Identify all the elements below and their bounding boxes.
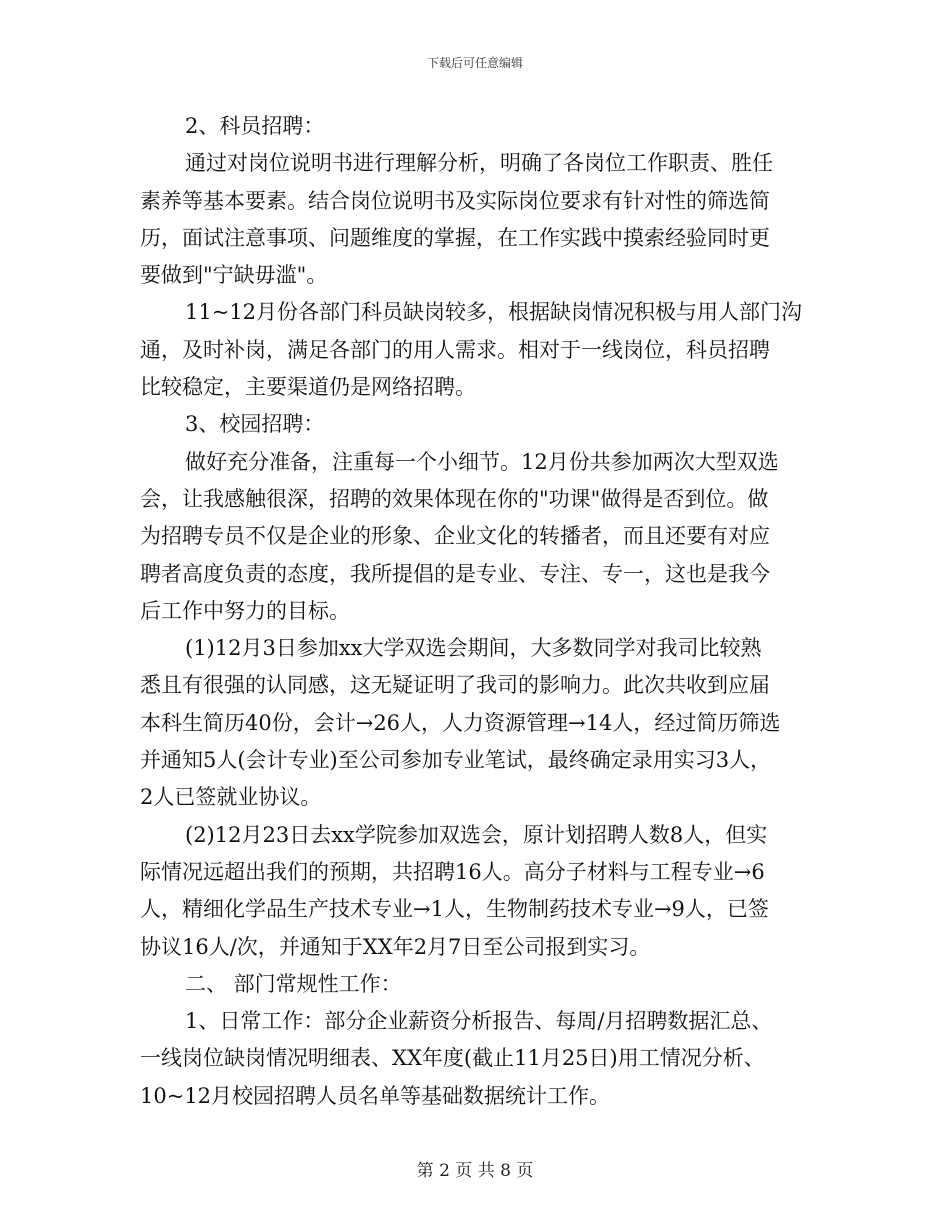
text-line: 比较稳定，主要渠道仍是网络招聘。	[140, 375, 476, 400]
text-line: 要做到"宁缺毋滥"。	[140, 263, 328, 288]
text-line: 聘者高度负责的态度，我所提倡的是专业、专注、专一，这也是我今	[140, 561, 770, 586]
text-line: 会，让我感触很深，招聘的效果体现在你的"功课"做得是否到位。做	[140, 486, 769, 511]
text-line: (1)12月3日参加xx大学双选会期间，大多数同学对我司比较熟	[185, 636, 762, 661]
text-line: (2)12月23日去xx学院参加双选会，原计划招聘人数8人，但实	[185, 822, 768, 847]
text-line: 1、日常工作：部分企业薪资分析报告、每周/月招聘数据汇总、	[185, 1009, 773, 1034]
text-line: 通，及时补岗，满足各部门的用人需求。相对于一线岗位，科员招聘	[140, 337, 770, 362]
text-line: 际情况远超出我们的预期，共招聘16人。高分子材料与工程专业→6	[140, 859, 765, 884]
page-number-footer: 第 2 页 共 8 页	[416, 1161, 534, 1181]
text-line: 2人已签就业协议。	[140, 785, 322, 810]
text-line: 后工作中努力的目标。	[140, 598, 350, 623]
text-line: 3、校园招聘：	[185, 412, 325, 437]
text-line: 悉且有很强的认同感，这无疑证明了我司的影响力。此次共收到应届	[140, 673, 770, 698]
text-line: 历，面试注意事项、问题维度的掌握，在工作实践中摸索经验同时更	[140, 225, 770, 250]
text-line: 协议16人/次，并通知于XX年2月7日至公司报到实习。	[140, 934, 651, 959]
text-line: 二、 部门常规性工作：	[185, 971, 402, 996]
page-header-note: 下载后可任意编辑	[426, 56, 523, 70]
text-line: 通过对岗位说明书进行理解分析，明确了各岗位工作职责、胜任	[185, 151, 773, 176]
text-line: 人，精细化学品生产技术专业→1人，生物制药技术专业→9人，已签	[140, 897, 769, 922]
text-line: 2、科员招聘：	[185, 114, 325, 138]
text-line: 10~12月校园招聘人员名单等基础数据统计工作。	[140, 1083, 611, 1108]
text-line: 11~12月份各部门科员缺岗较多，根据缺岗情况积极与用人部门沟	[185, 300, 803, 325]
text-line: 做好充分准备，注重每一个小细节。12月份共参加两次大型双选	[185, 449, 779, 474]
text-line: 并通知5人(会计专业)至公司参加专业笔试，最终确定录用实习3人，	[140, 748, 772, 773]
text-line: 素养等基本要素。结合岗位说明书及实际岗位要求有针对性的筛选简	[140, 188, 770, 213]
document-body	[140, 108, 820, 1115]
text-line: 一线岗位缺岗情况明细表、XX年度(截止11月25日)用工情况分析、	[140, 1046, 765, 1071]
text-line: 为招聘专员不仅是企业的形象、企业文化的转播者，而且还要有对应	[140, 524, 770, 549]
text-line: 本科生简历40份，会计→26人，人力资源管理→14人，经过简历筛选	[140, 710, 781, 735]
